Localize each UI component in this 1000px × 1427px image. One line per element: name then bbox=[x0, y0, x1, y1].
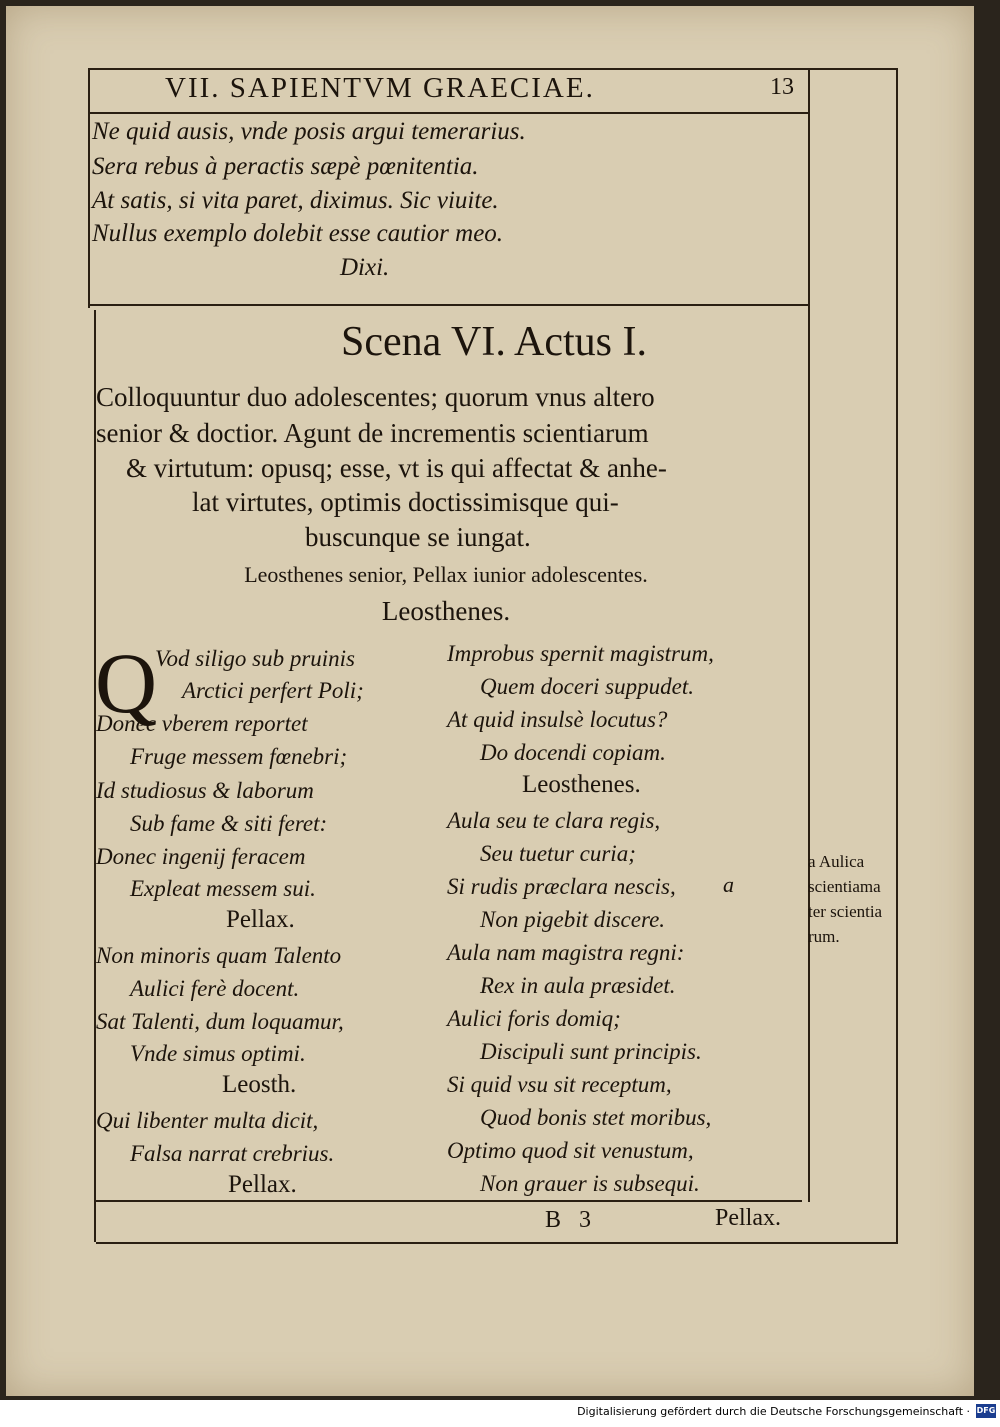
marginal-note-line: scientiama bbox=[808, 877, 881, 896]
verse-line: Quod bonis stet moribus, bbox=[480, 1105, 712, 1130]
verse-line: Ne quid ausis, vnde posis argui temerarius. bbox=[92, 118, 526, 145]
head-rule bbox=[88, 112, 810, 114]
dramatis-personae: Leosthenes senior, Pellax iunior adolescentes. bbox=[244, 562, 648, 587]
verse-line: Optimo quod sit venustum, bbox=[447, 1138, 694, 1163]
speaker-heading: Leosthenes. bbox=[522, 771, 641, 798]
right-frame-rule bbox=[808, 68, 810, 1202]
verse-line: Aulici ferè docent. bbox=[130, 976, 300, 1001]
page-number: 13 bbox=[770, 74, 794, 100]
drop-capital: Q bbox=[95, 635, 158, 731]
verse-dixi: Dixi. bbox=[340, 254, 390, 281]
argument-line: senior & doctior. Agunt de incrementis scientiarum bbox=[96, 418, 649, 448]
verse-line: Si rudis præclara nescis, bbox=[447, 874, 676, 899]
speaker-heading: Leosthenes. bbox=[381, 596, 511, 626]
verse-line: Aula seu te clara regis, bbox=[447, 808, 661, 833]
argument-line: lat virtutes, optimis doctissimisque qui- bbox=[192, 487, 619, 517]
verse-line: At satis, si vita paret, diximus. Sic viuite. bbox=[92, 187, 499, 214]
verse-line: Sera rebus à peractis sæpè pœnitentia. bbox=[92, 153, 479, 180]
verse-line: Non grauer is subsequi. bbox=[480, 1171, 700, 1196]
left-frame-rule bbox=[88, 68, 90, 308]
scene-title: Scena VI. Actus I. bbox=[341, 319, 647, 365]
verse-line: Do docendi copiam. bbox=[480, 740, 666, 765]
verse-line: Quem doceri suppudet. bbox=[480, 674, 694, 699]
base-rule bbox=[96, 1242, 896, 1244]
verse-line: Sat Talenti, dum loquamur, bbox=[96, 1009, 344, 1034]
verse-line: Expleat messem sui. bbox=[130, 876, 316, 901]
bottom-rule bbox=[96, 1200, 802, 1202]
verse-line: Vod siligo sub pruinis bbox=[155, 646, 356, 671]
verse-line: Qui libenter multa dicit, bbox=[96, 1108, 319, 1133]
argument-line: & virtutum: opusq; esse, vt is qui affectat & anhe- bbox=[126, 453, 667, 483]
argument-line: Colloquuntur duo adolescentes; quorum vnus altero bbox=[96, 382, 655, 412]
verse-line: Nullus exemplo dolebit esse cautior meo. bbox=[92, 220, 504, 247]
verse-line: Donec vberem reportet bbox=[96, 711, 308, 736]
argument-line: buscunque se iungat. bbox=[305, 522, 531, 552]
top-rule bbox=[88, 68, 898, 70]
verse-line: Aula nam magistra regni: bbox=[447, 940, 685, 965]
digitization-credit: Digitalisierung gefördert durch die Deutsche Forschungsgemeinschaft · bbox=[577, 1405, 970, 1418]
verse-line: Arctici perfert Poli; bbox=[182, 678, 364, 703]
verse-line: Falsa narrat crebrius. bbox=[130, 1141, 335, 1166]
verse-line: Non minoris quam Talento bbox=[96, 943, 342, 968]
speaker-heading: Pellax. bbox=[226, 906, 295, 933]
verse-line: Seu tuetur curia; bbox=[480, 841, 636, 866]
verse-line: Id studiosus & laborum bbox=[96, 778, 314, 803]
verse-line: Aulici foris domiq; bbox=[447, 1006, 621, 1031]
verse-line: Discipuli sunt principis. bbox=[480, 1039, 702, 1064]
marginal-note-line: rum. bbox=[808, 927, 840, 946]
marginal-note-line: a Aulica bbox=[808, 852, 865, 871]
signature-mark: B 3 bbox=[545, 1207, 592, 1233]
verse-line: Non pigebit discere. bbox=[480, 907, 666, 932]
running-head: VII. SAPIENTVM GRAECIAE. bbox=[165, 72, 595, 104]
speaker-heading: Leosth. bbox=[222, 1071, 297, 1098]
verse-line: Rex in aula præsidet. bbox=[480, 973, 676, 998]
verse-line: Sub fame & siti feret: bbox=[130, 811, 328, 836]
verse-line: Vnde simus optimi. bbox=[130, 1041, 306, 1066]
note-reference: a bbox=[723, 872, 734, 897]
section-rule bbox=[88, 304, 810, 306]
catchword: Pellax. bbox=[715, 1205, 781, 1231]
dfg-logo-icon: DFG bbox=[976, 1404, 996, 1418]
verse-line: Donec ingenij feracem bbox=[96, 844, 306, 869]
speaker-heading: Pellax. bbox=[228, 1171, 297, 1198]
outer-right-rule bbox=[896, 68, 898, 1244]
left-frame-rule-lower bbox=[94, 310, 96, 1242]
verse-line: Si quid vsu sit receptum, bbox=[447, 1072, 672, 1097]
verse-line: Fruge messem fœnebri; bbox=[130, 744, 348, 769]
marginal-note-line: ter scientia bbox=[808, 902, 883, 921]
verse-line: At quid insulsè locutus? bbox=[447, 707, 668, 732]
verse-line: Improbus spernit magistrum, bbox=[447, 641, 714, 666]
